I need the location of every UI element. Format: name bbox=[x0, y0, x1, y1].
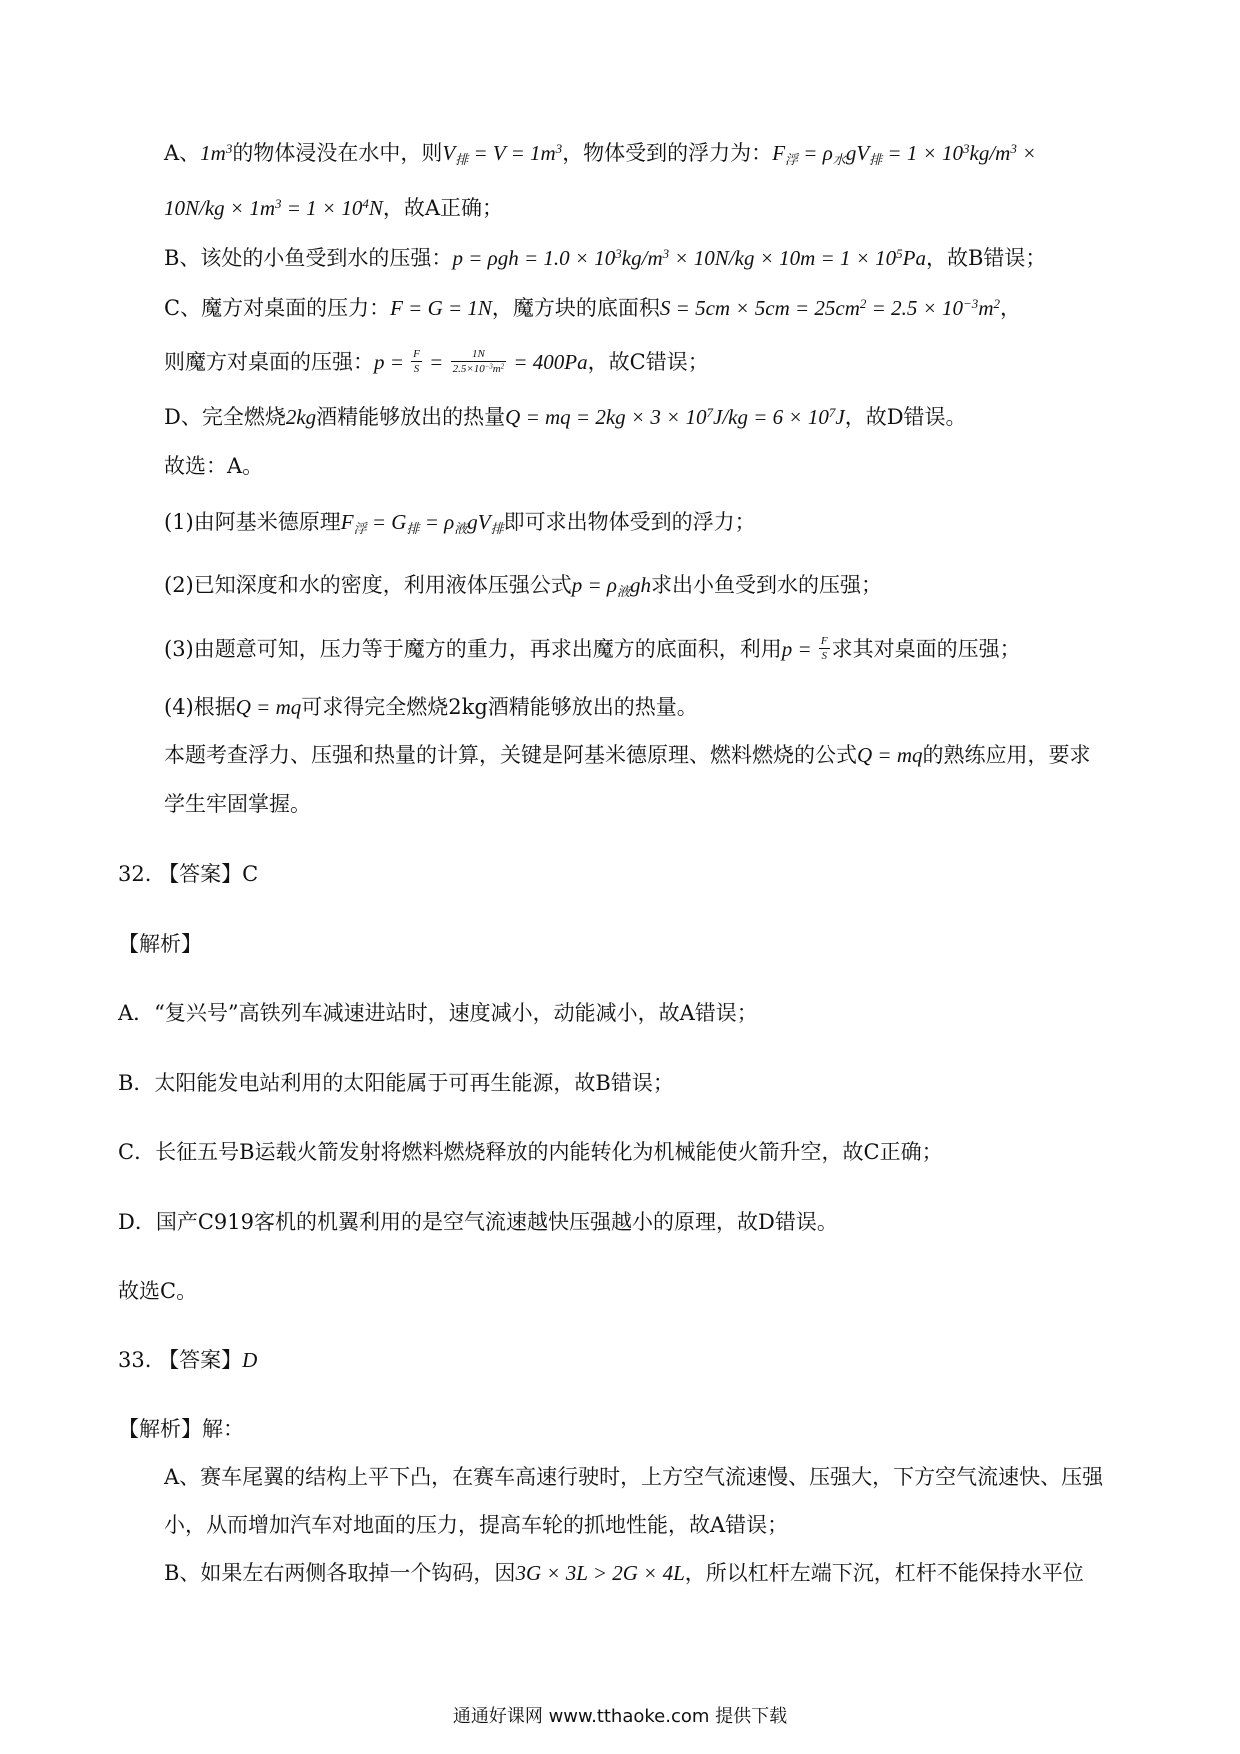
choice-line: 故选：A。 bbox=[164, 454, 264, 478]
summary-line-1 bbox=[164, 740, 1091, 770]
formula: $F_浮 = \rho_水gV_排 = 1 \times 10^3kg/m^3$ × bbox=[772, 140, 1037, 167]
summary-line-2: 学生牢固掌握。 bbox=[164, 792, 311, 816]
formula: $1m^3$ bbox=[200, 140, 233, 165]
option-a-label: A、 bbox=[164, 141, 201, 165]
text: 的物体浸没在水中，则 bbox=[232, 141, 443, 165]
q33-option-a-line-1: A、赛车尾翼的结构上平下凸，在赛车高速行驶时，上方空气流速慢、压强大，下方空气流速快、压强 bbox=[164, 1465, 1104, 1489]
text: 可求得完全燃烧2kg酒精能够放出的热量。 bbox=[301, 695, 698, 719]
q32-option-c: C．长征五号B运载火箭发射将燃料燃烧释放的内能转化为机械能使火箭升空，故C正确； bbox=[118, 1140, 943, 1164]
answer-value: D bbox=[242, 1348, 258, 1372]
q32-choice: 故选C。 bbox=[118, 1279, 198, 1303]
text: B、该处的小鱼受到水的压强： bbox=[164, 246, 453, 270]
page-footer: 通通好课网 www.tthaoke.com 提供下载 bbox=[452, 1706, 788, 1727]
formula: F = G = 1N bbox=[390, 296, 492, 320]
text: ， bbox=[1000, 296, 1021, 320]
q32-option-d: D．国产C919客机的机翼利用的是空气流速越快压强越小的原理，故D错误。 bbox=[118, 1210, 838, 1234]
hint-1 bbox=[164, 507, 756, 537]
text: D、完全燃烧 bbox=[164, 405, 286, 429]
text: 33. 【答案】 bbox=[118, 1348, 243, 1372]
text: (2)已知深度和水的密度，利用液体压强公式 bbox=[164, 573, 572, 597]
text: ，故A正确； bbox=[382, 196, 504, 220]
text: B、如果左右两侧各取掉一个钩码，因 bbox=[164, 1561, 516, 1585]
text: 求其对桌面的压强； bbox=[831, 637, 1021, 661]
analysis-heading-33: 【解析】解： bbox=[118, 1417, 244, 1441]
hint-4 bbox=[164, 692, 698, 722]
text: (1)由阿基米德原理 bbox=[164, 510, 341, 534]
formula: $p = \rho_液gh$ bbox=[571, 573, 652, 599]
option-b-line bbox=[164, 243, 1046, 273]
q33-option-a-line-2: 小，从而增加汽车对地面的压力，提高车轮的抓地性能，故A错误； bbox=[164, 1513, 789, 1537]
text: (3)由题意可知，压力等于魔方的重力，再求出魔方的底面积，利用 bbox=[164, 637, 782, 661]
option-a-line-2 bbox=[164, 193, 503, 223]
formula: $p = \rho gh = 1.0 \times 10^3kg/m^3 \times 10N/kg \times 10m = 1 \times 10^5Pa$ bbox=[452, 245, 926, 270]
option-a-line-1 bbox=[164, 138, 1036, 168]
formula: 3G × 3L > 2G × 4L bbox=[515, 1561, 685, 1585]
fraction: $\frac{1N}{2.5\times 10^{-3}m^2}$ bbox=[452, 347, 505, 375]
text: ，所以杠杆左端下沉，杠杆不能保持水平位 bbox=[684, 1561, 1084, 1585]
formula: $V_排 = V = 1m^3$ bbox=[442, 140, 563, 167]
text: ，魔方块的底面积 bbox=[491, 296, 660, 320]
q32-option-b: B．太阳能发电站利用的太阳能属于可再生能源，故B错误； bbox=[118, 1071, 674, 1095]
analysis-heading-32: 【解析】 bbox=[118, 932, 202, 956]
formula: Q = mq = $2kg \times 3 \times 10^7J/kg = 6 \times 10^7J$ bbox=[505, 404, 845, 429]
q32-option-a: A．“复兴号”高铁列车减速进站时，速度减小，动能减小，故A错误； bbox=[118, 1001, 758, 1025]
hint-2 bbox=[164, 570, 882, 600]
text: 的熟练应用，要求 bbox=[922, 743, 1091, 767]
formula: $F_浮 = G_排 = \rho_液gV_排$ bbox=[340, 510, 504, 536]
formula: 2kg bbox=[285, 405, 317, 429]
text: C、魔方对桌面的压力： bbox=[164, 296, 391, 320]
hint-3 bbox=[164, 634, 1021, 666]
fraction: $\frac{F}{S}$ bbox=[413, 347, 420, 375]
text: (4)根据 bbox=[164, 695, 236, 719]
text: ，物体受到的浮力为： bbox=[562, 141, 773, 165]
option-d-line bbox=[164, 402, 967, 432]
formula: $10N/kg \times 1m^3 = 1 \times 10^4N$ bbox=[164, 195, 383, 220]
option-c-line-1 bbox=[164, 293, 1021, 323]
text: 求出小鱼受到水的压强； bbox=[651, 573, 883, 597]
formula: Q = mq bbox=[235, 695, 302, 719]
fraction: $\frac{F}{S}$ bbox=[820, 634, 828, 662]
text: ，故B错误； bbox=[926, 246, 1047, 270]
text: ，故D错误。 bbox=[844, 405, 967, 429]
option-c-line-2 bbox=[164, 347, 709, 379]
text: 酒精能够放出的热量 bbox=[316, 405, 506, 429]
text: 本题考查浮力、压强和热量的计算，关键是阿基米德原理、燃料燃烧的公式 bbox=[164, 743, 857, 767]
formula: $S = 5cm \times 5cm = 25cm^2 = 2.5 \times 10^{-3}m^2$ bbox=[659, 295, 1000, 320]
formula: Q = mq bbox=[857, 743, 923, 767]
formula: p = $\frac{F}{S}$ = $\frac{1N}{2.5\times 10^{-3}m^2}$ = 400Pa bbox=[374, 347, 588, 375]
formula: p = $\frac{F}{S}$ bbox=[781, 634, 828, 662]
text: 则魔方对桌面的压强： bbox=[164, 350, 374, 374]
text: ，故C错误； bbox=[587, 350, 709, 374]
answer-32: 32. 【答案】C bbox=[118, 862, 259, 886]
q33-option-b-line-1 bbox=[164, 1558, 1084, 1588]
text: 即可求出物体受到的浮力； bbox=[503, 510, 756, 534]
answer-33 bbox=[118, 1345, 257, 1375]
